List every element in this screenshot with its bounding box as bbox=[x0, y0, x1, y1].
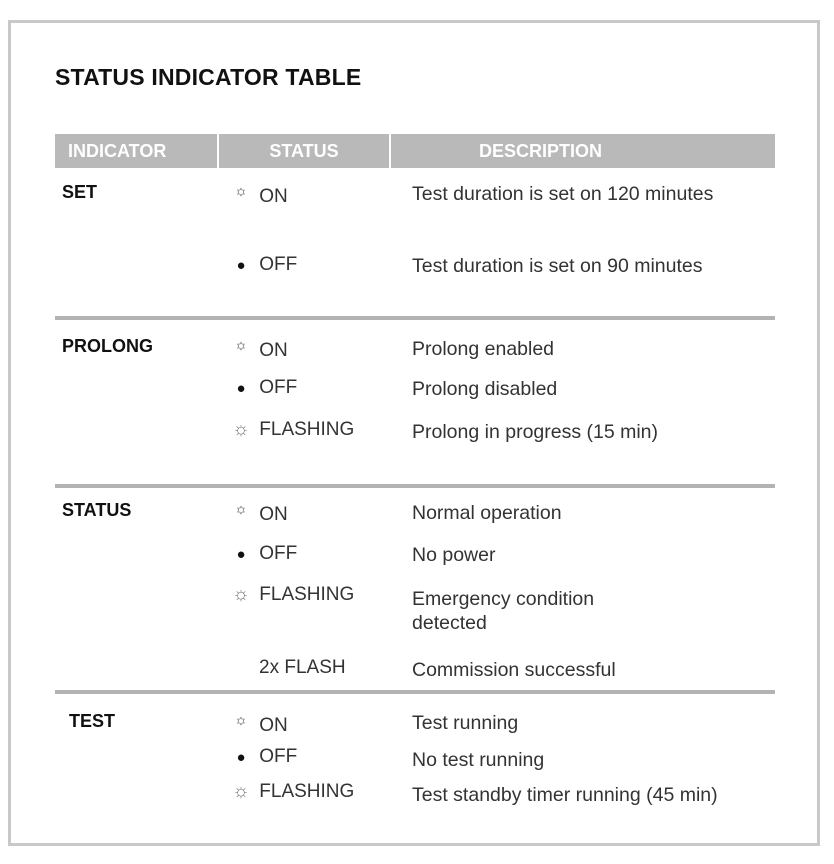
status-label: 2x FLASH bbox=[259, 657, 346, 678]
status-cell bbox=[228, 419, 354, 441]
status-cell bbox=[228, 336, 288, 362]
description-cell: Test duration is set on 120 minutes bbox=[412, 183, 714, 205]
header-description: DESCRIPTION bbox=[391, 134, 775, 168]
group-divider bbox=[55, 690, 775, 694]
light-off-icon: ● bbox=[236, 380, 246, 397]
light-off-icon: ● bbox=[236, 257, 246, 274]
status-cell bbox=[228, 254, 297, 276]
status-cell bbox=[228, 377, 297, 399]
status-cell bbox=[228, 746, 297, 768]
description-cell: Prolong disabled bbox=[412, 378, 558, 400]
light-flashing-icon: ☼ bbox=[232, 419, 250, 440]
group-divider bbox=[55, 316, 775, 320]
description-cell: Test standby timer running (45 min) bbox=[412, 784, 718, 806]
description-cell: Test running bbox=[412, 712, 519, 734]
header-indicator: INDICATOR bbox=[55, 134, 217, 168]
status-cell bbox=[228, 584, 354, 606]
light-on-icon: ꙳ bbox=[235, 340, 247, 361]
description-cell: Commission successful bbox=[412, 659, 616, 681]
indicator-name-test: TEST bbox=[69, 711, 116, 731]
light-off-icon: ● bbox=[236, 546, 246, 563]
status-label: FLASHING bbox=[259, 419, 355, 440]
status-label: FLASHING bbox=[259, 781, 355, 802]
description-cell: No test running bbox=[412, 749, 545, 771]
light-off-icon: ● bbox=[236, 749, 246, 766]
status-cell bbox=[228, 781, 354, 803]
status-label: ON bbox=[259, 504, 288, 525]
status-label: ON bbox=[259, 715, 288, 736]
light-on-icon: ꙳ bbox=[235, 504, 247, 525]
indicator-name-set: SET bbox=[62, 182, 98, 202]
indicator-name-status: STATUS bbox=[62, 500, 132, 520]
status-label: FLASHING bbox=[259, 584, 355, 605]
status-label: OFF bbox=[259, 377, 298, 398]
status-label: ON bbox=[259, 186, 288, 207]
status-label: OFF bbox=[259, 254, 298, 275]
status-cell bbox=[228, 543, 297, 565]
page-title: STATUS INDICATOR TABLE bbox=[55, 64, 362, 90]
light-flashing-icon: ☼ bbox=[232, 584, 250, 605]
status-cell bbox=[228, 711, 288, 737]
description-cell: No power bbox=[412, 544, 496, 566]
status-cell bbox=[228, 657, 346, 679]
group-divider bbox=[55, 484, 775, 488]
description-cell: Normal operation bbox=[412, 502, 562, 524]
light-on-icon: ꙳ bbox=[235, 715, 247, 736]
header-status: STATUS bbox=[219, 134, 389, 168]
light-on-icon: ꙳ bbox=[235, 186, 247, 207]
status-label: ON bbox=[259, 340, 288, 361]
description-cell: Prolong enabled bbox=[412, 338, 555, 360]
description-cell: Test duration is set on 90 minutes bbox=[412, 255, 703, 277]
indicator-name-prolong: PROLONG bbox=[62, 336, 154, 356]
status-label: OFF bbox=[259, 746, 298, 767]
status-cell bbox=[228, 182, 288, 208]
description-cell: Emergency condition detected bbox=[412, 588, 595, 634]
light-flashing-icon: ☼ bbox=[232, 781, 250, 802]
description-cell: Prolong in progress (15 min) bbox=[412, 421, 659, 443]
status-cell bbox=[228, 500, 288, 526]
status-label: OFF bbox=[259, 543, 298, 564]
